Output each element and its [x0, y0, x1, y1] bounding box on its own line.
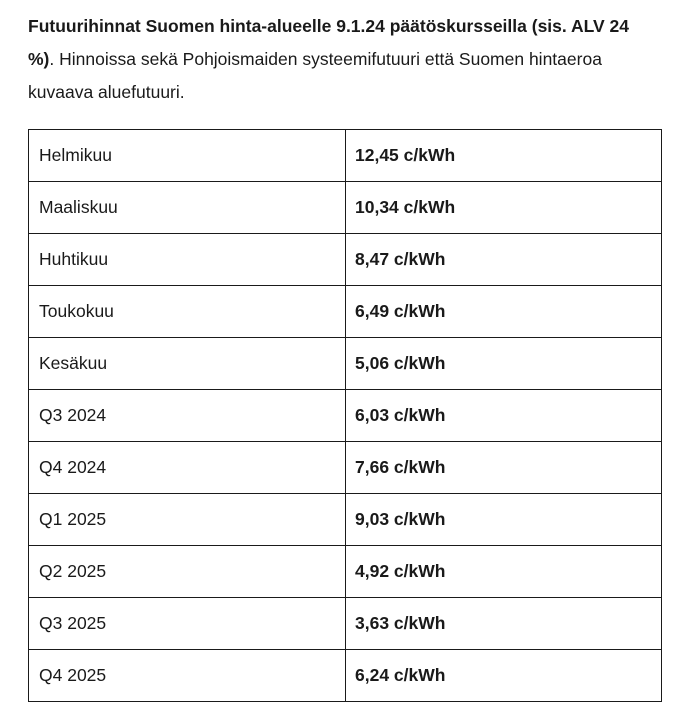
intro-heading: Futuurihinnat Suomen hinta-alueelle 9.1.24 päätöskursseilla (sis. ALV 24 %): [28, 16, 629, 69]
table-row: [29, 286, 662, 338]
price-cell: 8,47 c/kWh: [346, 234, 662, 286]
table-row: [29, 546, 662, 598]
price-cell: 4,92 c/kWh: [346, 546, 662, 598]
table-row: [29, 442, 662, 494]
period-cell: Q3 2025: [29, 598, 346, 650]
price-cell: 12,45 c/kWh: [346, 130, 662, 182]
period-cell: Maaliskuu: [29, 182, 346, 234]
period-cell: Toukokuu: [29, 286, 346, 338]
table-row: [29, 390, 662, 442]
period-cell: Q4 2025: [29, 650, 346, 702]
period-cell: Q1 2025: [29, 494, 346, 546]
table-row: [29, 494, 662, 546]
futures-price-table: [28, 129, 662, 702]
price-cell: 9,03 c/kWh: [346, 494, 662, 546]
price-cell: 5,06 c/kWh: [346, 338, 662, 390]
period-cell: Q3 2024: [29, 390, 346, 442]
period-cell: Q2 2025: [29, 546, 346, 598]
table-row: [29, 234, 662, 286]
price-table-body: [29, 130, 662, 702]
table-row: [29, 338, 662, 390]
table-row: [29, 182, 662, 234]
period-cell: Helmikuu: [29, 130, 346, 182]
price-cell: 10,34 c/kWh: [346, 182, 662, 234]
price-cell: 6,03 c/kWh: [346, 390, 662, 442]
period-cell: Q4 2024: [29, 442, 346, 494]
article-content: [0, 0, 656, 109]
table-row: [29, 130, 662, 182]
intro-heading-period: .: [49, 49, 55, 69]
period-cell: Kesäkuu: [29, 338, 346, 390]
table-row: [29, 598, 662, 650]
price-cell: 7,66 c/kWh: [346, 442, 662, 494]
price-cell: 6,24 c/kWh: [346, 650, 662, 702]
intro-paragraph: [28, 10, 658, 109]
table-row: [29, 650, 662, 702]
price-cell: 3,63 c/kWh: [346, 598, 662, 650]
price-cell: 6,49 c/kWh: [346, 286, 662, 338]
period-cell: Huhtikuu: [29, 234, 346, 286]
intro-text: Hinnoissa sekä Pohjoismaiden systeemifutuuri että Suomen hintaeroa kuvaava aluefutuuri.: [28, 49, 602, 102]
